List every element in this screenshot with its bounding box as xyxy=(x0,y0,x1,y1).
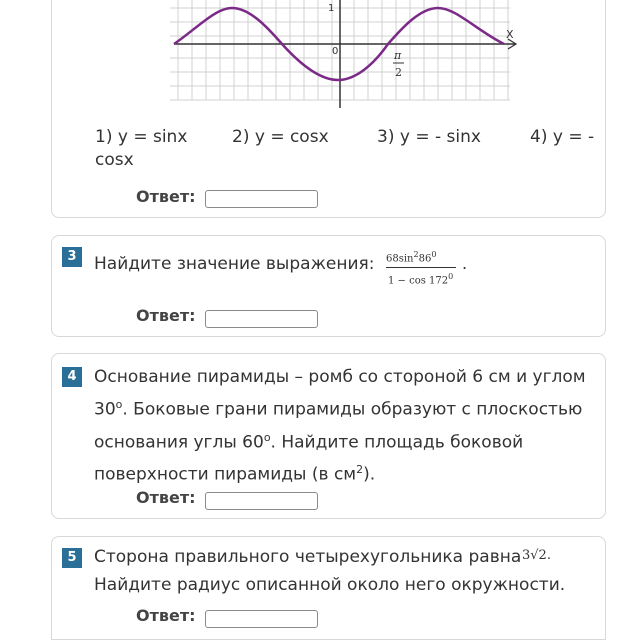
answer-label-q3: Ответ: xyxy=(136,306,196,325)
answer-input-q4[interactable] xyxy=(205,492,318,510)
fraction-period: . xyxy=(462,254,468,273)
answer-input-q5[interactable] xyxy=(205,610,318,628)
answer-input-q2[interactable] xyxy=(205,190,318,208)
option-4-continued: cosx xyxy=(95,150,134,170)
tick-label-one: 1 xyxy=(328,3,335,14)
question-5-line-1: Сторона правильного четырехугольника равна xyxy=(94,547,522,567)
function-graph xyxy=(170,0,522,110)
question-number-badge-3: 3 xyxy=(62,247,82,267)
answer-label-q2: Ответ: xyxy=(136,187,196,206)
side-length-expression: 3√2. xyxy=(522,548,551,563)
x-axis-label: X xyxy=(506,28,514,41)
answer-input-q3[interactable] xyxy=(205,310,318,328)
option-2: 2) y = cosx xyxy=(232,127,329,147)
expression-fraction xyxy=(382,244,466,290)
answer-label-q5: Ответ: xyxy=(136,606,196,625)
question-number-badge-5: 5 xyxy=(62,548,82,568)
question-4-line-1: Основание пирамиды – ромб со стороной 6 см и углом xyxy=(94,367,586,387)
tick-label-origin: 0 xyxy=(332,46,339,57)
question-number-badge-4: 4 xyxy=(62,367,82,387)
tick-label-two: 2 xyxy=(395,66,402,79)
question-4-text xyxy=(94,363,586,489)
option-4: 4) y = - xyxy=(530,127,595,147)
question-5-text xyxy=(94,543,565,599)
question-3-text: Найдите значение выражения: xyxy=(94,254,375,274)
fraction-numerator: $68\sin^286^0$ xyxy=(386,250,437,265)
fraction-bar xyxy=(386,267,456,268)
option-1: 1) y = sinx xyxy=(95,127,188,147)
question-5-line-2: Найдите радиус описанной около него окружности. xyxy=(94,575,566,595)
tick-label-pi: π xyxy=(394,49,402,62)
question-4-line-3: основания углы $60^о$. Найдите площадь боковой xyxy=(94,430,524,453)
answer-label-q4: Ответ: xyxy=(136,488,196,507)
question-4-line-2: $30^о$. Боковые грани пирамиды образуют с плоскостью xyxy=(94,398,583,420)
fraction-denominator: $1 - \cos 172^0$ xyxy=(388,272,454,287)
question-4-line-4: поверхности пирамиды (в $см^2$). xyxy=(94,463,376,485)
option-3: 3) y = - sinx xyxy=(377,127,481,147)
